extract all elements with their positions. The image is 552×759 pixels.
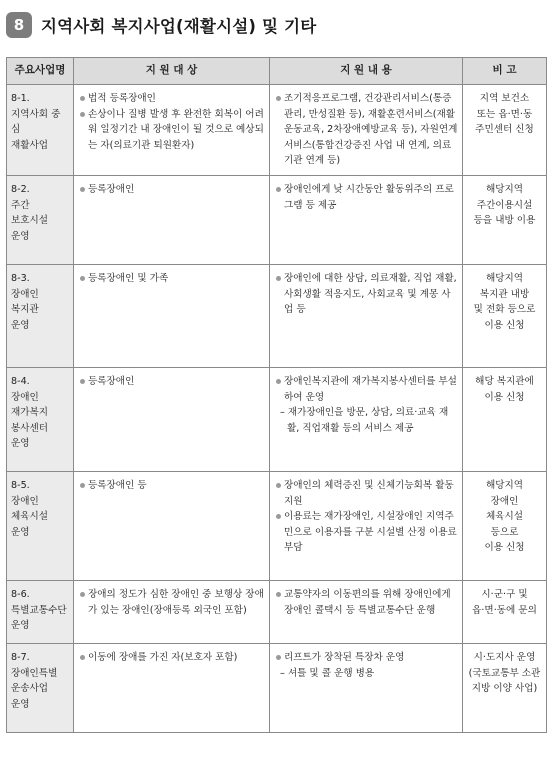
program-name-line: 운영 — [11, 319, 30, 331]
note-line: 이용 신청 — [484, 391, 525, 403]
program-name-line: 장애인 — [11, 495, 39, 507]
support-target-cell — [74, 644, 270, 733]
program-name-line: 주간 — [11, 199, 30, 211]
support-target-cell — [74, 581, 270, 644]
program-name-line: 8-5. — [11, 480, 30, 491]
program-name-line: 지역사회 중심 — [11, 108, 61, 136]
note-line: 시·도지사 운영 — [473, 652, 536, 663]
note-cell — [463, 581, 547, 644]
program-name-line: 재가복지 — [11, 407, 49, 419]
column-header-program: 주요사업명 — [7, 58, 74, 85]
note-line: 이용 신청 — [484, 542, 525, 554]
note-line: 시·군·구 및 — [481, 589, 528, 600]
note-cell — [463, 176, 547, 265]
note-line: 지역 보건소 — [479, 93, 530, 104]
note-line: 이용 신청 — [484, 319, 525, 331]
support-content-cell — [270, 176, 463, 265]
bullet-item: 손상이나 질병 발생 후 완전한 회복이 어려워 일정기간 내 장애인이 될 것으로 예상되는 자(의료기관 퇴원환자) — [79, 107, 265, 154]
note-line: 주민센터 신청 — [475, 124, 534, 136]
note-line: (국토교통부 소관 — [468, 667, 541, 679]
program-name-line: 장애인특별 — [11, 667, 58, 679]
table-row — [7, 644, 547, 733]
column-header-target: 지 원 대 상 — [74, 58, 270, 85]
note-line: 주간이용시설 — [476, 199, 533, 211]
support-target-cell — [74, 265, 270, 368]
welfare-program-table — [6, 57, 547, 733]
program-name-line: 재활사업 — [11, 139, 49, 151]
note-line: 또는 읍·면·동 — [476, 108, 533, 120]
bullet-item: 등록장애인 및 가족 — [79, 271, 265, 287]
note-line: 복지관 내방 — [479, 288, 530, 300]
bullet-item: 이동에 장애를 가진 자(보호자 포함) — [79, 650, 265, 666]
bullet-item: 장애의 정도가 심한 장애인 중 보행상 장애가 있는 장애인(장애등록 외국인 포함) — [79, 587, 265, 618]
program-name-cell — [7, 368, 74, 472]
note-line: 등을 내방 이용 — [473, 215, 536, 227]
program-name-line: 8-4. — [11, 376, 30, 387]
note-line: 해당지역 — [485, 480, 524, 491]
note-cell — [463, 644, 547, 733]
program-name-line: 운영 — [11, 438, 30, 450]
bullet-item: 등록장애인 등 — [79, 478, 265, 494]
bullet-item: 등록장애인 — [79, 374, 265, 390]
program-name-cell — [7, 644, 74, 733]
program-name-cell — [7, 85, 74, 176]
note-cell — [463, 472, 547, 581]
program-name-line: 8-7. — [11, 652, 30, 663]
note-line: 해당지역 — [485, 273, 524, 284]
support-content-cell — [270, 265, 463, 368]
bullet-item: 장애인에 대한 상담, 의료재활, 직업 재활, 사회생활 적응지도, 사회교육 및 계몽 사업 등 — [275, 271, 458, 318]
program-name-line: 8-3. — [11, 273, 30, 284]
support-content-cell — [270, 581, 463, 644]
program-name-cell — [7, 472, 74, 581]
support-content-cell — [270, 85, 463, 176]
note-line: 장애인 — [490, 495, 519, 507]
bullet-item: 법적 등록장애인 — [79, 91, 265, 107]
support-content-cell — [270, 644, 463, 733]
program-name-line: 특별교통수단 — [11, 604, 67, 616]
bullet-item: 등록장애인 — [79, 182, 265, 198]
program-name-line: 체육시설 — [11, 511, 49, 523]
program-name-line: 장애인 — [11, 288, 39, 300]
program-name-line: 장애인 — [11, 391, 39, 403]
program-name-cell — [7, 176, 74, 265]
program-name-line: 보호시설 — [11, 215, 49, 227]
support-content-cell — [270, 472, 463, 581]
program-name-cell — [7, 265, 74, 368]
program-name-line: 운송사업 — [11, 683, 49, 695]
table-row — [7, 85, 547, 176]
support-content-cell — [270, 368, 463, 472]
program-name-line: 운영 — [11, 230, 30, 242]
bullet-item: 이용료는 재가장애인, 시설장애인 지역주민으로 이용자를 구분 시설별 산정 이용료 부담 — [275, 509, 458, 556]
table-row — [7, 581, 547, 644]
table-header-row — [7, 58, 547, 85]
section-title: 지역사회 복지사업(재활시설) 및 기타 — [41, 17, 317, 36]
program-name-line: 8-6. — [11, 589, 30, 600]
bullet-item: 장애인복지관에 재가복지봉사센터를 부설하여 운영 — [275, 374, 458, 405]
support-target-cell — [74, 85, 270, 176]
support-target-cell — [74, 368, 270, 472]
table-row — [7, 368, 547, 472]
table-row — [7, 265, 547, 368]
program-name-line: 봉사센터 — [11, 422, 49, 434]
column-header-note: 비 고 — [463, 58, 547, 85]
table-row — [7, 472, 547, 581]
table-row — [7, 176, 547, 265]
column-header-content: 지 원 내 용 — [270, 58, 463, 85]
program-name-line: 운영 — [11, 698, 30, 710]
note-line: 등으로 — [490, 526, 519, 538]
sub-item: – 셔틀 및 콜 운행 병용 — [280, 667, 375, 679]
note-line: 및 전화 등으로 — [473, 304, 536, 316]
note-line: 읍·면·동에 문의 — [472, 604, 537, 616]
program-name-line: 8-2. — [11, 184, 30, 195]
note-cell — [463, 265, 547, 368]
note-line: 지방 이양 사업) — [471, 683, 538, 695]
note-line: 해당지역 — [485, 184, 524, 195]
program-name-line: 운영 — [11, 526, 30, 538]
bullet-item: 리프트가 장착된 특장차 운영 — [275, 650, 458, 666]
support-target-cell — [74, 176, 270, 265]
program-name-line: 복지관 — [11, 304, 39, 316]
bullet-item: 장애인의 체력증진 및 신체기능회복 활동지원 — [275, 478, 458, 509]
sub-item: – 재가장애인을 방문, 상담, 의료·교육 재활, 직업재활 등의 서비스 제공 — [280, 407, 449, 434]
section-header — [6, 10, 316, 40]
bullet-item: 장애인에게 낮 시간동안 활동위주의 프로그램 등 제공 — [275, 182, 458, 213]
program-name-line: 운영 — [11, 620, 30, 632]
bullet-item: 조기적응프로그램, 건강관리서비스(통증관리, 만성질환 등), 재활훈련서비스(재활운동교육, 2차장애예방교육 등), 자원연계서비스(통합건강증진 사업 내 연계, 의료기관 연계 등) — [275, 91, 458, 169]
bullet-item: 교통약자의 이동편의를 위해 장애인에게 장애인 콜택시 등 특별교통수단 운행 — [275, 587, 458, 618]
support-target-cell — [74, 472, 270, 581]
program-name-cell — [7, 581, 74, 644]
note-cell — [463, 368, 547, 472]
section-number-badge: 8 — [6, 12, 32, 38]
note-line: 체육시설 — [485, 511, 524, 523]
note-cell — [463, 85, 547, 176]
note-line: 해당 복지관에 — [475, 376, 534, 387]
program-name-line: 8-1. — [11, 93, 30, 104]
